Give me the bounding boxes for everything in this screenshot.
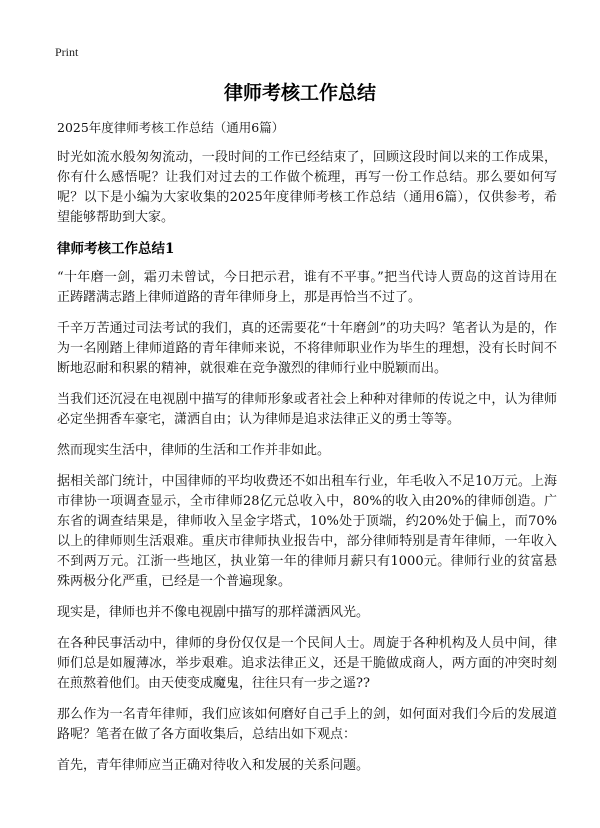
paragraph-4: 然而现实生活中，律师的生活和工作并非如此。 bbox=[57, 443, 331, 458]
article-subtitle: 2025年度律师考核工作总结（通用6篇） bbox=[57, 120, 285, 135]
paragraph-3: 当我们还沉浸在电视剧中描写的律师形象或者社会上种种对律师的传说之中，认为律师必定坐拥香车豪宅，潇洒自由；认为律师是追求法律正义的勇士等等。 bbox=[57, 392, 557, 427]
paragraph-8: 那么作为一名青年律师，我们应该如何磨好自己手上的剑，如何面对我们今后的发展道路呢？笔者在做了各方面收集后，总结出如下观点： bbox=[57, 707, 557, 742]
section-heading: 律师考核工作总结1 bbox=[57, 241, 175, 257]
article-body bbox=[57, 118, 557, 787]
page-title: 律师考核工作总结 bbox=[223, 82, 376, 104]
intro-paragraph: 时光如流水般匆匆流动，一段时间的工作已经结束了，回顾这段时间以来的工作成果，你有什么感悟呢？让我们对过去的工作做个梳理，再写一份工作总结。那么要如何写呢？以下是小编为大家收集的2025年度律师考核工作总结（通用6篇），仅供参考，希望能够帮助到大家。 bbox=[57, 150, 557, 225]
paragraph-1: “十年磨一剑，霜刃未曾试，今日把示君，谁有不平事。”把当代诗人贾岛的这首诗用在正踌躇满志踏上律师道路的青年律师身上，那是再恰当不过了。 bbox=[57, 270, 557, 305]
print-label: Print bbox=[55, 45, 79, 59]
paragraph-7: 在各种民事活动中，律师的身份仅仅是一个民间人士。周旋于各种机构及人员中间，律师们总是如履薄冰，举步艰难。追求法律正义，还是干脆做成商人，两方面的冲突时刻在煎熬着他们。由天使变成魔鬼，往往只有一步之遥?? bbox=[57, 636, 557, 691]
paragraph-5: 据相关部门统计，中国律师的平均收费还不如出租车行业，年毛收入不足10万元。上海市律协一项调查显示，全市律师28亿元总收入中，80%的收入由20%的律师创造。广东省的调查结果是，律师收入呈金字塔式，10%处于顶端，约20%处于偏上，而70%以上的律师则生活艰难。重庆市律师执业报告中，部分律师特别是青年律师，一年收入不到两万元。江浙一些地区，执业第一年的律师月薪只有1000元。律师行业的贫富悬殊两极分化严重，已经是一个普遍现象。 bbox=[57, 474, 557, 589]
paragraph-2: 千辛万苦通过司法考试的我们，真的还需要花“十年磨剑”的功夫吗？笔者认为是的，作为一名刚踏上律师道路的青年律师来说，不将律师职业作为毕生的理想，没有长时间不断地忍耐和积累的精神，就很难在竞争激烈的律师行业中脱颖而出。 bbox=[57, 321, 557, 376]
paragraph-9: 首先，青年律师应当正确对待收入和发展的关系问题。 bbox=[57, 758, 370, 773]
paragraph-6: 现实是，律师也并不像电视剧中描写的那样潇洒风光。 bbox=[57, 605, 370, 620]
